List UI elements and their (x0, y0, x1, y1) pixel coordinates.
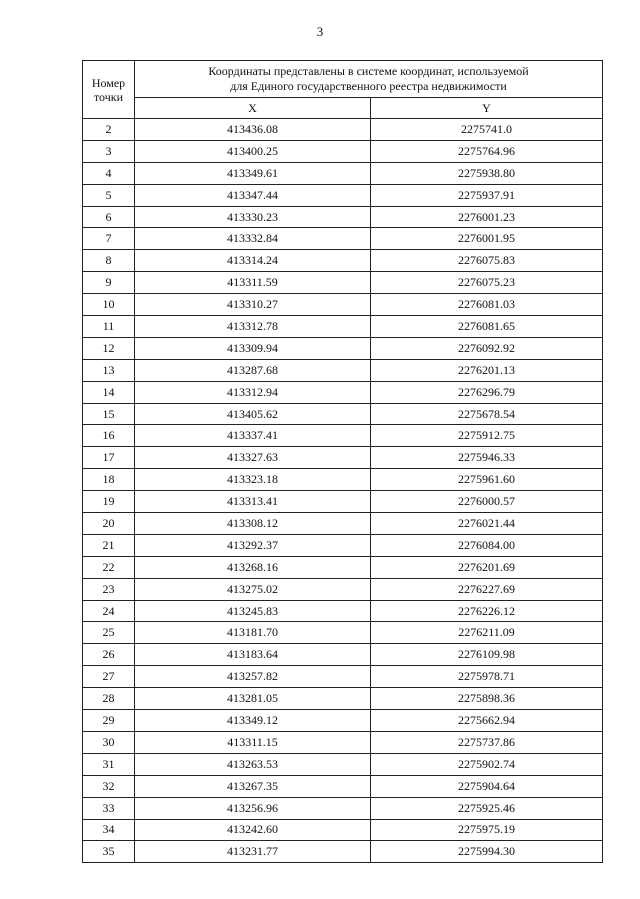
x-coordinate-cell: 413310.27 (135, 294, 371, 316)
point-number-cell: 12 (83, 337, 135, 359)
y-coordinate-cell: 2276075.83 (371, 250, 603, 272)
x-coordinate-cell: 413400.25 (135, 140, 371, 162)
point-number-cell: 10 (83, 294, 135, 316)
y-coordinate-cell: 2276001.23 (371, 206, 603, 228)
coordinates-table-header (83, 61, 603, 119)
x-coordinate-cell: 413314.24 (135, 250, 371, 272)
y-coordinate-cell: 2276021.44 (371, 513, 603, 535)
table-row (83, 162, 603, 184)
point-number-cell: 5 (83, 184, 135, 206)
point-number-cell: 22 (83, 556, 135, 578)
point-number-cell: 30 (83, 731, 135, 753)
y-coordinate-cell: 2275741.0 (371, 119, 603, 141)
x-coordinate-cell: 413231.77 (135, 841, 371, 863)
table-row (83, 272, 603, 294)
x-coordinate-cell: 413292.37 (135, 534, 371, 556)
x-coordinate-cell: 413347.44 (135, 184, 371, 206)
table-row (83, 119, 603, 141)
point-number-cell: 26 (83, 644, 135, 666)
x-coordinate-cell: 413256.96 (135, 797, 371, 819)
point-number-cell: 9 (83, 272, 135, 294)
point-number-cell: 8 (83, 250, 135, 272)
coordinates-caption-header (135, 61, 603, 98)
table-row (83, 622, 603, 644)
point-number-cell: 28 (83, 688, 135, 710)
table-row (83, 534, 603, 556)
table-row (83, 710, 603, 732)
y-coordinate-cell: 2275925.46 (371, 797, 603, 819)
y-coordinate-cell: 2276001.95 (371, 228, 603, 250)
table-row (83, 797, 603, 819)
coordinates-table-body (83, 119, 603, 863)
point-number-cell: 6 (83, 206, 135, 228)
y-coordinate-cell: 2276201.69 (371, 556, 603, 578)
x-coordinate-cell: 413349.12 (135, 710, 371, 732)
x-coordinate-cell: 413405.62 (135, 403, 371, 425)
x-coordinate-cell: 413308.12 (135, 513, 371, 535)
point-number-header-line2: точки (93, 89, 124, 104)
y-coordinate-cell: 2276226.12 (371, 600, 603, 622)
y-coordinate-cell: 2275938.80 (371, 162, 603, 184)
y-coordinate-cell: 2275904.64 (371, 775, 603, 797)
y-coordinate-cell: 2276092.92 (371, 337, 603, 359)
y-coordinate-cell: 2276084.00 (371, 534, 603, 556)
point-number-cell: 31 (83, 753, 135, 775)
table-row (83, 644, 603, 666)
table-row (83, 228, 603, 250)
point-number-cell: 20 (83, 513, 135, 535)
point-number-cell: 25 (83, 622, 135, 644)
point-number-cell: 32 (83, 775, 135, 797)
coordinates-table (82, 60, 603, 863)
point-number-cell: 23 (83, 578, 135, 600)
y-column-header: Y (371, 98, 603, 119)
point-number-cell: 18 (83, 469, 135, 491)
y-coordinate-cell: 2276296.79 (371, 381, 603, 403)
table-row (83, 250, 603, 272)
y-coordinate-cell: 2276000.57 (371, 491, 603, 513)
y-coordinate-cell: 2276227.69 (371, 578, 603, 600)
y-coordinate-cell: 2276201.13 (371, 359, 603, 381)
coordinates-caption-line1: Координаты представлены в системе координат, используемой (208, 64, 529, 78)
table-row (83, 316, 603, 338)
y-coordinate-cell: 2276211.09 (371, 622, 603, 644)
table-row (83, 447, 603, 469)
table-row (83, 491, 603, 513)
x-coordinate-cell: 413267.35 (135, 775, 371, 797)
y-coordinate-cell: 2275978.71 (371, 666, 603, 688)
y-coordinate-cell: 2276081.65 (371, 316, 603, 338)
x-coordinate-cell: 413311.59 (135, 272, 371, 294)
table-row (83, 731, 603, 753)
x-coordinate-cell: 413242.60 (135, 819, 371, 841)
point-number-cell: 21 (83, 534, 135, 556)
table-row (83, 294, 603, 316)
x-column-header: X (135, 98, 371, 119)
point-number-cell: 24 (83, 600, 135, 622)
y-coordinate-cell: 2276075.23 (371, 272, 603, 294)
point-number-cell: 11 (83, 316, 135, 338)
page-number: 3 (316, 24, 324, 39)
x-coordinate-cell: 413312.78 (135, 316, 371, 338)
y-coordinate-cell: 2275975.19 (371, 819, 603, 841)
x-coordinate-cell: 413349.61 (135, 162, 371, 184)
x-coordinate-cell: 413268.16 (135, 556, 371, 578)
table-row (83, 753, 603, 775)
coordinates-caption-line2: для Единого государственного реестра недвижимости (230, 79, 507, 93)
table-row (83, 381, 603, 403)
x-coordinate-cell: 413245.83 (135, 600, 371, 622)
table-row (83, 140, 603, 162)
y-coordinate-cell: 2275678.54 (371, 403, 603, 425)
point-number-cell: 2 (83, 119, 135, 141)
x-coordinate-cell: 413330.23 (135, 206, 371, 228)
point-number-header (83, 61, 135, 119)
x-coordinate-cell: 413323.18 (135, 469, 371, 491)
x-coordinate-cell: 413332.84 (135, 228, 371, 250)
y-coordinate-cell: 2275902.74 (371, 753, 603, 775)
point-number-cell: 14 (83, 381, 135, 403)
table-row (83, 688, 603, 710)
table-row (83, 819, 603, 841)
table-row (83, 666, 603, 688)
table-row (83, 184, 603, 206)
x-coordinate-cell: 413436.08 (135, 119, 371, 141)
y-coordinate-cell: 2275662.94 (371, 710, 603, 732)
table-row (83, 359, 603, 381)
x-coordinate-cell: 413181.70 (135, 622, 371, 644)
y-coordinate-cell: 2275961.60 (371, 469, 603, 491)
table-row (83, 775, 603, 797)
x-coordinate-cell: 413275.02 (135, 578, 371, 600)
point-number-cell: 3 (83, 140, 135, 162)
x-coordinate-cell: 413309.94 (135, 337, 371, 359)
y-coordinate-cell: 2276081.03 (371, 294, 603, 316)
y-coordinate-cell: 2275764.96 (371, 140, 603, 162)
point-number-cell: 34 (83, 819, 135, 841)
point-number-cell: 35 (83, 841, 135, 863)
x-coordinate-cell: 413312.94 (135, 381, 371, 403)
point-number-cell: 29 (83, 710, 135, 732)
x-coordinate-cell: 413257.82 (135, 666, 371, 688)
y-coordinate-cell: 2275937.91 (371, 184, 603, 206)
table-row (83, 403, 603, 425)
table-row (83, 425, 603, 447)
point-number-cell: 17 (83, 447, 135, 469)
y-coordinate-cell: 2275898.36 (371, 688, 603, 710)
table-row (83, 337, 603, 359)
y-coordinate-cell: 2275737.86 (371, 731, 603, 753)
point-number-cell: 27 (83, 666, 135, 688)
x-coordinate-cell: 413263.53 (135, 753, 371, 775)
x-coordinate-cell: 413313.41 (135, 491, 371, 513)
x-coordinate-cell: 413311.15 (135, 731, 371, 753)
table-row (83, 841, 603, 863)
table-row (83, 469, 603, 491)
x-coordinate-cell: 413327.63 (135, 447, 371, 469)
y-coordinate-cell: 2276109.98 (371, 644, 603, 666)
point-number-header-line1: Номер (91, 75, 126, 90)
point-number-cell: 16 (83, 425, 135, 447)
x-coordinate-cell: 413337.41 (135, 425, 371, 447)
point-number-cell: 33 (83, 797, 135, 819)
table-row (83, 513, 603, 535)
table-row (83, 578, 603, 600)
x-coordinate-cell: 413287.68 (135, 359, 371, 381)
point-number-cell: 7 (83, 228, 135, 250)
table-row (83, 556, 603, 578)
y-coordinate-cell: 2275946.33 (371, 447, 603, 469)
x-coordinate-cell: 413183.64 (135, 644, 371, 666)
y-coordinate-cell: 2275912.75 (371, 425, 603, 447)
y-coordinate-cell: 2275994.30 (371, 841, 603, 863)
table-row (83, 600, 603, 622)
point-number-cell: 13 (83, 359, 135, 381)
point-number-cell: 19 (83, 491, 135, 513)
x-coordinate-cell: 413281.05 (135, 688, 371, 710)
table-row (83, 206, 603, 228)
point-number-cell: 4 (83, 162, 135, 184)
point-number-cell: 15 (83, 403, 135, 425)
